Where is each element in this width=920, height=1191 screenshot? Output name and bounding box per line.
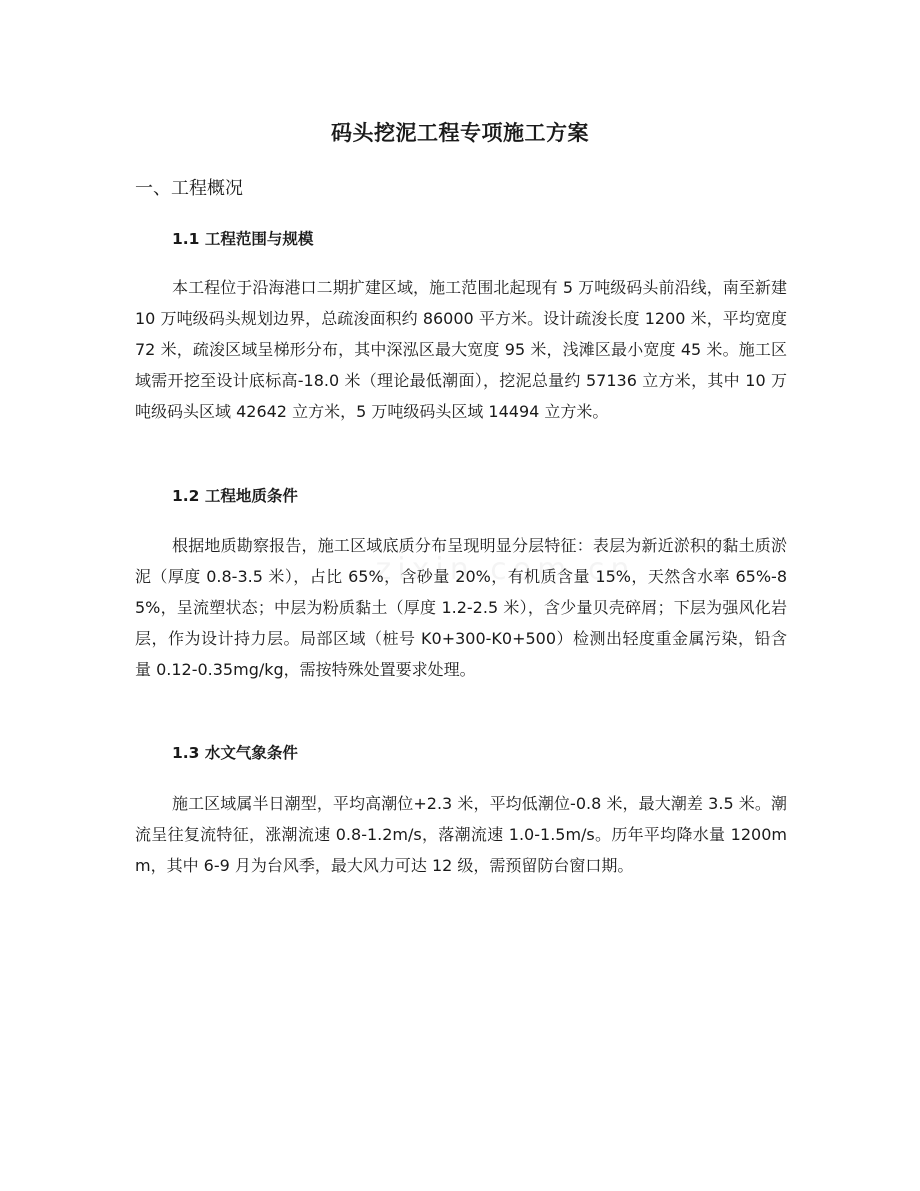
subsection-heading-geology: 1.2 工程地质条件: [172, 487, 298, 505]
paragraph-hydrology: 施工区域属半日潮型，平均高潮位+2.3 米，平均低潮位-0.8 米，最大潮差 3.5 米。潮流呈往复流特征，涨潮流速 0.8-1.2m/s，落潮流速 1.0-1.5m/s。历年平均降水量 1200mm，其中 6-9 月为台风季，最大风力可达 12 级，需预留防台窗口期。: [135, 794, 787, 875]
subsection-heading-scope: 1.1 工程范围与规模: [172, 230, 314, 248]
document-title: 码头挖泥工程专项施工方案: [331, 121, 589, 145]
paragraph-geology: 根据地质勘察报告，施工区域底质分布呈现明显分层特征：表层为新近淤积的黏土质淤泥（厚度 0.8-3.5 米），占比 65%，含砂量 20%，有机质含量 15%，天然含水率 65%-85%，呈流塑状态；中层为粉质黏土（厚度 1.2-2.5 米），含少量贝壳碎屑；下层为强风化岩层，作为设计持力层。局部区域（桩号 K0+300-K0+500）检测出轻度重金属污染，铅含量 0.12-0.35mg/kg，需按特殊处置要求处理。: [135, 536, 787, 679]
subsection-heading-hydrology: 1.3 水文气象条件: [172, 744, 298, 762]
section-heading-overview: 一、工程概况: [135, 178, 243, 199]
paragraph-scope: 本工程位于沿海港口二期扩建区域，施工范围北起现有 5 万吨级码头前沿线，南至新建 10 万吨级码头规划边界，总疏浚面积约 86000 平方米。设计疏浚长度 1200 米，平均宽度 72 米，疏浚区域呈梯形分布，其中深泓区最大宽度 95 米，浅滩区最小宽度 45 米。施工区域需开挖至设计底标高-18.0 米（理论最低潮面），挖泥总量约 57136 立方米，其中 10 万吨级码头区域 42642 立方米，5 万吨级码头区域 14494 立方米。: [135, 278, 787, 421]
